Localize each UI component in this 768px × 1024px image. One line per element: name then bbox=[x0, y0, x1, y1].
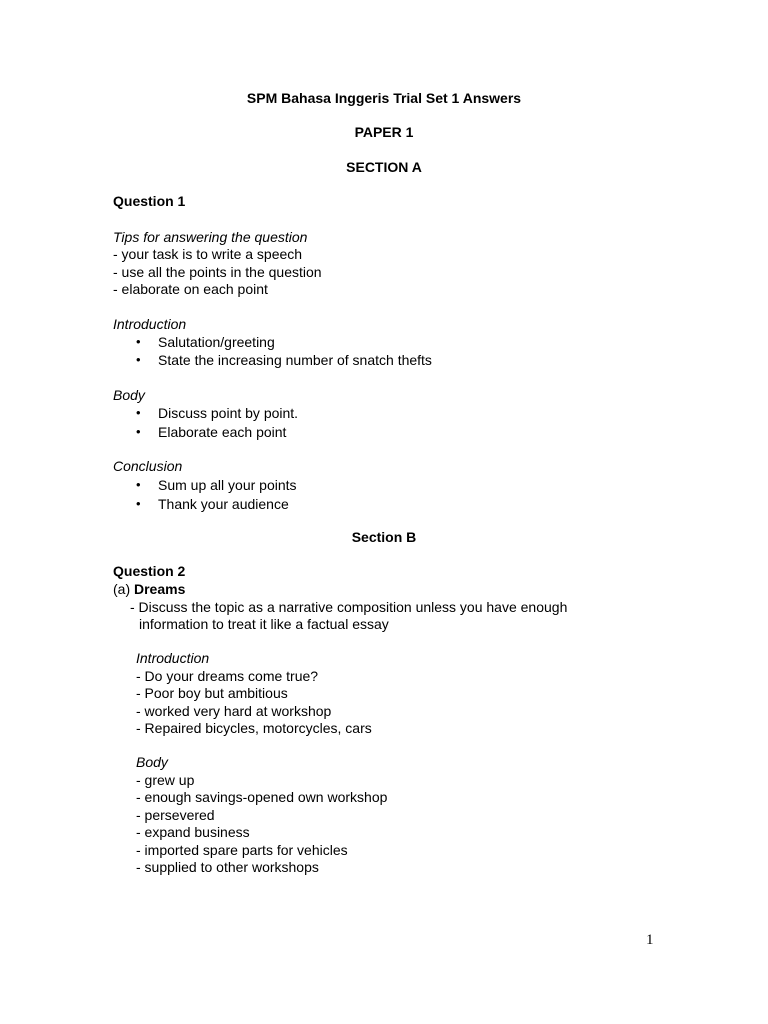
bullet-icon: • bbox=[136, 424, 141, 439]
q1-body-heading: Body bbox=[113, 387, 145, 403]
tips-heading: Tips for answering the question bbox=[113, 229, 308, 245]
q2-note-line: - Discuss the topic as a narrative composition unless you have enough bbox=[130, 599, 568, 615]
part-title: Dreams bbox=[134, 581, 186, 597]
part-label: (a) bbox=[113, 581, 134, 597]
bullet-icon: • bbox=[136, 352, 141, 367]
list-item: - Do your dreams come true? bbox=[136, 668, 319, 684]
list-item: - Poor boy but ambitious bbox=[136, 685, 288, 701]
q1-conclusion-heading: Conclusion bbox=[113, 458, 183, 474]
bullet-icon: • bbox=[136, 477, 141, 492]
q1-introduction-heading: Introduction bbox=[113, 316, 187, 332]
list-item: - supplied to other workshops bbox=[136, 859, 319, 875]
question-2-part bbox=[113, 580, 185, 598]
list-item: Sum up all your points bbox=[158, 477, 297, 493]
bullet-icon: • bbox=[136, 405, 141, 420]
list-item: Thank your audience bbox=[158, 496, 289, 512]
q2-note-line: information to treat it like a factual essay bbox=[139, 616, 389, 632]
section-a-heading: SECTION A bbox=[346, 159, 422, 175]
list-item: - persevered bbox=[136, 807, 215, 823]
tip-item: - your task is to write a speech bbox=[113, 246, 303, 262]
list-item: Salutation/greeting bbox=[158, 334, 275, 350]
tip-item: - use all the points in the question bbox=[113, 264, 322, 280]
q2-body-heading: Body bbox=[136, 754, 168, 770]
question-2-heading: Question 2 bbox=[113, 563, 186, 579]
list-item: - worked very hard at workshop bbox=[136, 703, 332, 719]
document-title: SPM Bahasa Inggeris Trial Set 1 Answers bbox=[246, 90, 522, 106]
q2-introduction-heading: Introduction bbox=[136, 650, 210, 666]
question-1-heading: Question 1 bbox=[113, 193, 186, 209]
list-item: - grew up bbox=[136, 772, 195, 788]
list-item: Discuss point by point. bbox=[158, 405, 299, 421]
bullet-icon: • bbox=[136, 334, 141, 349]
list-item: - enough savings-opened own workshop bbox=[136, 789, 388, 805]
list-item: - expand business bbox=[136, 824, 250, 840]
list-item: - imported spare parts for vehicles bbox=[136, 842, 348, 858]
paper-heading: PAPER 1 bbox=[354, 124, 414, 140]
page-number: 1 bbox=[646, 932, 654, 948]
list-item: - Repaired bicycles, motorcycles, cars bbox=[136, 720, 372, 736]
list-item: Elaborate each point bbox=[158, 424, 287, 440]
list-item: State the increasing number of snatch thefts bbox=[158, 352, 432, 368]
tip-item: - elaborate on each point bbox=[113, 281, 268, 297]
section-b-heading: Section B bbox=[351, 529, 417, 545]
bullet-icon: • bbox=[136, 496, 141, 511]
